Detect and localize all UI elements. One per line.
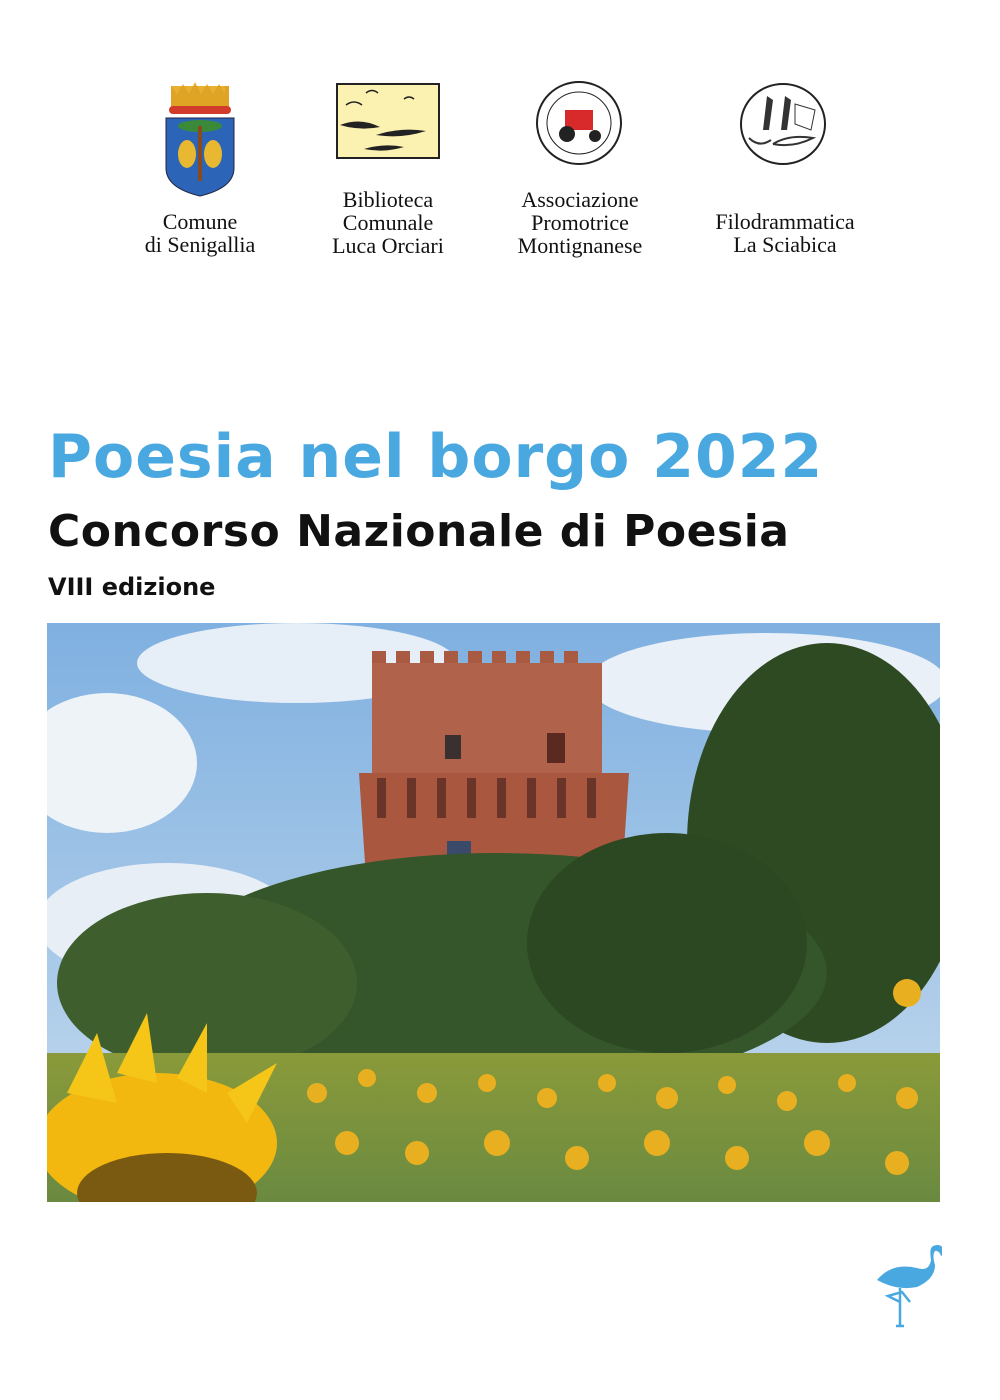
page-subtitle: Concorso Nazionale di Poesia (48, 506, 790, 557)
logo-caption-comune: Comune di Senigallia (144, 209, 256, 257)
fishermen-seal-icon (739, 82, 827, 166)
flamingo-icon (872, 1240, 942, 1330)
seagulls-sea-icon (336, 83, 440, 159)
logo-caption-biblioteca: Biblioteca Comunale Luca Orciari (332, 187, 444, 258)
tractor-seal-icon (535, 80, 623, 166)
logo-caption-filodrammatica: Filodrammatica La Sciabica (715, 209, 855, 257)
page-title: Poesia nel borgo 2022 (48, 422, 824, 492)
edition-label: VIII edizione (48, 573, 216, 601)
cover-photo-tower-sunflowers (47, 623, 940, 1202)
logo-caption-associazione: Associazione Promotrice Montignanese (517, 187, 643, 258)
coat-of-arms-icon (163, 82, 237, 197)
